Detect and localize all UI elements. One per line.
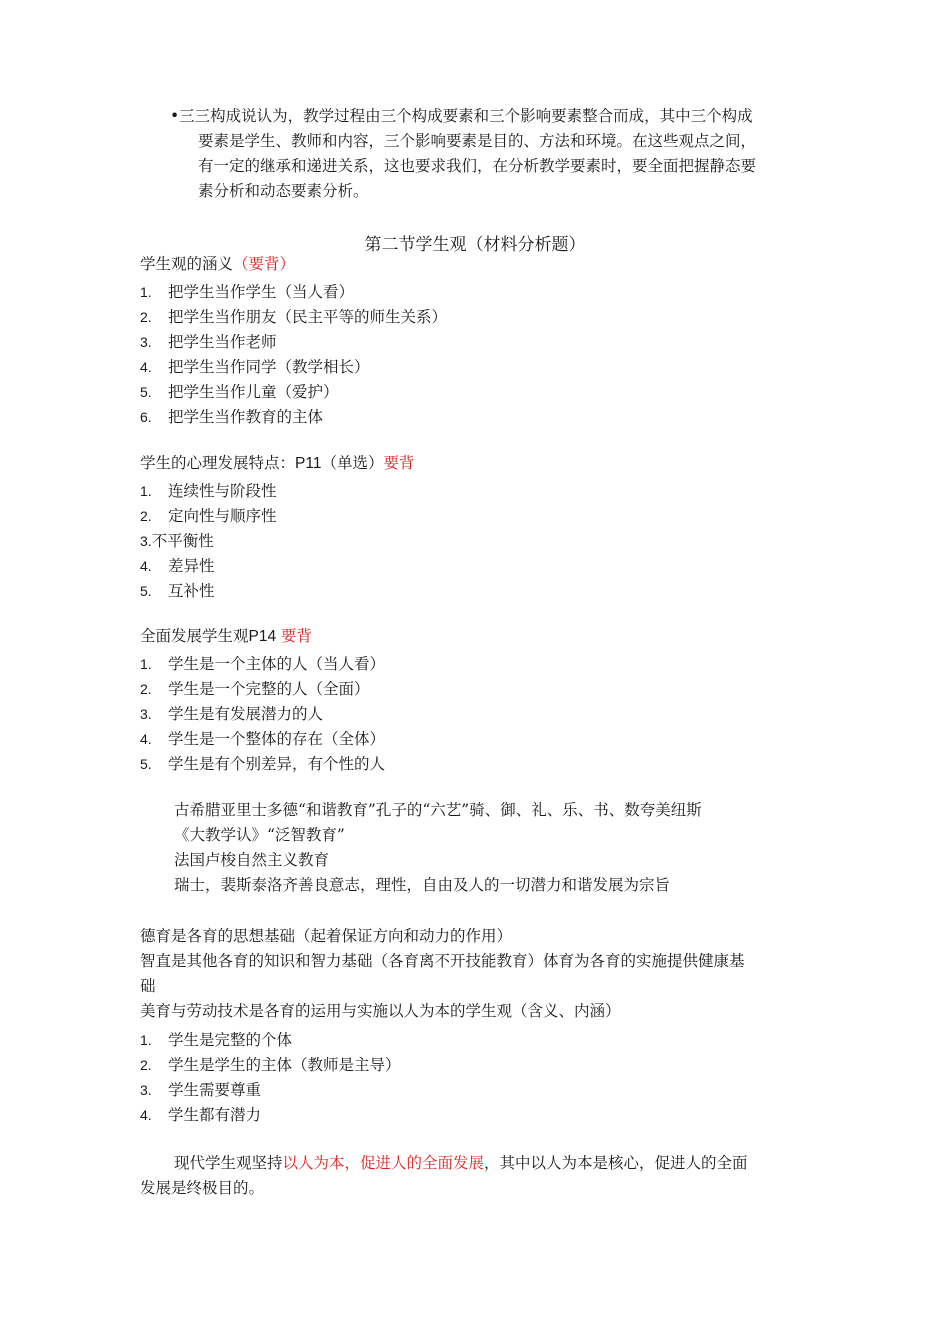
education-line-3: 础 <box>140 977 156 995</box>
history-line-4: 瑞士，裴斯泰洛齐善良意志，理性，自由及人的一切潜力和谐发展为宗旨 <box>174 876 671 894</box>
list-item: 1. 学生是完整的个体 <box>140 1031 293 1049</box>
memorize-tag: 要背 <box>281 627 313 645</box>
list-item: 5. 互补性 <box>140 582 215 600</box>
memorize-tag: 要背 <box>383 454 415 472</box>
education-block <box>140 924 820 1024</box>
list-item: 3. 学生需要尊重 <box>140 1081 262 1099</box>
education-line-4: 美育与劳动技术是各育的运用与实施以人为本的学生观（含义、内涵） <box>140 1002 621 1020</box>
bullet-paragraph <box>170 104 820 204</box>
humanist-block <box>140 1028 820 1128</box>
history-line-1: 古希腊亚里士多德“和谐教育”孔子的“六艺”骑、御、礼、乐、书、数夸美纽斯 <box>174 801 702 819</box>
education-line-1: 德育是各育的思想基础（起着保证方向和动力的作用） <box>140 927 513 945</box>
allround-block <box>140 624 820 777</box>
connotation-heading: 学生观的涵义（要背） <box>140 255 296 273</box>
list-item: 4. 差异性 <box>140 557 215 575</box>
allround-heading: 全面发展学生观P14 要背 <box>140 627 313 645</box>
list-item: 1. 学生是一个主体的人（当人看） <box>140 655 386 673</box>
bullet-line-2: 要素是学生、教师和内容，三个影响要素是目的、方法和环境。在这些观点之间， <box>198 132 757 150</box>
list-item: 4. 学生是一个整体的存在（全体） <box>140 730 386 748</box>
list-item: 6. 把学生当作教育的主体 <box>140 408 324 426</box>
bullet-line-3: 有一定的继承和递进关系，这也要求我们，在分析教学要素时，要全面把握静态要 <box>198 157 757 175</box>
history-line-2: 《大教学认》“泛智教育” <box>174 826 345 844</box>
history-line-3: 法国卢梭自然主义教育 <box>174 851 330 869</box>
bullet-line-4: 素分析和动态要素分析。 <box>198 182 369 200</box>
education-line-2: 智直是其他各育的知识和智力基础（各育离不开技能教育）体育为各育的实施提供健康基 <box>140 952 745 970</box>
closing-highlight: 以人为本，促进人的全面发展 <box>282 1154 485 1172</box>
list-item: 2. 定向性与顺序性 <box>140 507 277 525</box>
list-item: 3.不平衡性 <box>140 532 214 550</box>
list-item: 3. 把学生当作老师 <box>140 333 277 351</box>
connotation-block <box>140 252 820 430</box>
list-item: 5. 学生是有个别差异，有个性的人 <box>140 755 386 773</box>
bullet-line-1: 三三构成说认为，教学过程由三个构成要素和三个影响要素整合而成，其中三个构成 <box>179 107 753 125</box>
section-title: 第二节学生观（材料分析题） <box>364 235 586 255</box>
list-item: 4. 学生都有潜力 <box>140 1106 262 1124</box>
list-item: 2. 学生是一个完整的人（全面） <box>140 680 370 698</box>
closing-paragraph: 现代学生观坚持以人为本，促进人的全面发展，其中以人为本是核心，促进人的全面 发展是终极目的。 <box>140 1151 820 1201</box>
list-item: 1. 把学生当作学生（当人看） <box>140 283 355 301</box>
list-item: 4. 把学生当作同学（教学相长） <box>140 358 370 376</box>
closing-line-2: 发展是终极目的。 <box>140 1179 265 1197</box>
list-item: 2. 学生是学生的主体（教师是主导） <box>140 1056 401 1074</box>
list-item: 2. 把学生当作朋友（民主平等的师生关系） <box>140 308 448 326</box>
history-block <box>140 798 820 898</box>
development-heading: 学生的心理发展特点：P11（单选）要背 <box>140 454 415 472</box>
list-item: 3. 学生是有发展潜力的人 <box>140 705 324 723</box>
development-block <box>140 451 820 604</box>
list-item: 1. 连续性与阶段性 <box>140 482 277 500</box>
bullet-marker: • <box>170 107 180 125</box>
memorize-tag: （要背） <box>233 255 296 273</box>
list-item: 5. 把学生当作儿童（爱护） <box>140 383 339 401</box>
